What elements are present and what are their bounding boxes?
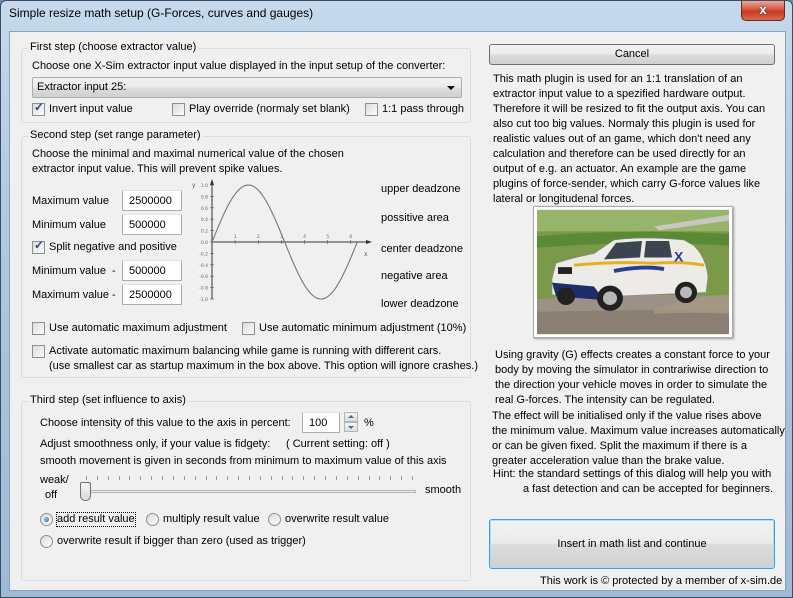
radio-icon (40, 513, 53, 526)
insert-continue-button[interactable]: Insert in math list and continue (489, 519, 775, 569)
neg-max-sign: - (112, 289, 116, 301)
dialog-client-area (9, 31, 786, 591)
radio-overwrite-trigger-label: overwrite result if bigger than zero (used as trigger) (57, 535, 306, 547)
y-axis-arrow-icon (210, 179, 214, 185)
slider-tick (271, 476, 272, 480)
y-tick-label: 0.6 (200, 206, 208, 212)
slider-tick (238, 476, 239, 480)
y-axis-label: y (192, 182, 196, 189)
effect-line: the minimum value. Maximum value increases automatically (492, 425, 785, 437)
range-instruction-line2: extractor input value. This will prevent spike values. (32, 163, 283, 175)
slider-tick (129, 476, 130, 480)
slider-tick (216, 476, 217, 480)
slider-right-label: smooth (425, 484, 462, 496)
slider-tick (282, 476, 283, 480)
y-tick-label: -0.6 (199, 275, 208, 281)
hint-line2: a fast detection and can be accepted for beginners. (523, 483, 774, 495)
extractor-select[interactable] (32, 77, 462, 98)
gravity-text (495, 348, 770, 408)
effect-line: or can be given fixed. Split the maximum if there is a (492, 440, 747, 452)
current-setting: ( Current setting: off ) (286, 438, 390, 450)
play-override-checkbox[interactable] (172, 103, 350, 116)
slider-tick (379, 476, 380, 480)
slider-tick (173, 476, 174, 480)
checkbox-icon (365, 103, 378, 116)
radio-add-result[interactable] (40, 513, 135, 526)
description-line: realistic values out of an game, which don't need any (493, 133, 751, 145)
plugin-description (493, 72, 765, 207)
y-tick-label: -0.8 (199, 286, 208, 292)
pass-through-label: 1:1 pass through (382, 103, 464, 115)
range-instruction-line1: Choose the minimal and maximal numerical value of the chosen (32, 148, 344, 160)
description-line: lateral or longitudenal forces. (493, 193, 635, 205)
spin-down-icon[interactable] (344, 422, 358, 432)
split-checkbox[interactable] (32, 241, 177, 254)
first-step-group (21, 41, 471, 123)
radio-multiply-result[interactable] (146, 513, 260, 526)
rally-car-photo (533, 206, 733, 338)
smooth-description: smooth movement is given in seconds from minimum to maximum value of this axis (40, 455, 447, 467)
slider-tick (336, 476, 337, 480)
slider-tick (347, 476, 348, 480)
y-tick-label: -1.0 (199, 298, 208, 303)
slider-tick (292, 476, 293, 480)
third-step-group (21, 394, 471, 581)
radio-icon (146, 513, 159, 526)
checkbox-icon (172, 103, 185, 116)
x-tick-label: 1 (233, 235, 237, 240)
slider-tick (369, 476, 370, 480)
y-tick-label: 0.0 (200, 241, 208, 246)
description-line: calculation and therefore can be used directly for an (493, 148, 746, 160)
gravity-line: body by moving the simulator in contrariwise direction to (495, 364, 769, 376)
neg-min-label: Minimum value (32, 265, 106, 277)
zone-lower: lower deadzone (381, 298, 459, 310)
x-tick-label: 5 (326, 235, 330, 240)
neg-max-label: Maximum value (32, 289, 110, 301)
balancing-label (49, 344, 478, 374)
radio-overwrite-trigger[interactable] (40, 535, 306, 548)
checkbox-icon (32, 241, 45, 254)
description-line: plugins of force-sender, which carry G-force values like (493, 178, 761, 190)
slider-tick (358, 476, 359, 480)
max-value-input[interactable] (122, 190, 182, 211)
balancing-label-line1: Activate automatic maximum balancing while game is running with different cars. (49, 345, 442, 357)
auto-max-label: Use automatic maximum adjustment (49, 322, 227, 334)
rally-car-image (534, 207, 732, 337)
min-value-label: Minimum value (32, 219, 106, 231)
y-tick-label: -0.2 (199, 252, 208, 258)
percent-sign: % (364, 417, 374, 429)
x-axis-arrow-icon (366, 240, 372, 244)
zone-center: center deadzone (381, 243, 463, 255)
sine-chart (190, 179, 376, 305)
first-step-title: First step (choose extractor value) (30, 41, 197, 53)
effect-line: The effect will be initialised only if the value rises above (492, 410, 762, 422)
third-step-title: Third step (set influence to axis) (30, 394, 186, 406)
checkbox-icon (242, 322, 255, 335)
slider-tick (206, 476, 207, 480)
extractor-instruction: Choose one X-Sim extractor input value displayed in the input setup of the converter: (32, 60, 446, 72)
intensity-label: Choose intensity of this value to the axis in percent: (40, 417, 291, 429)
gravity-line: Using gravity (G) effects creates a constant force to your (495, 349, 770, 361)
hint-line1: Hint: the standard settings of this dialog will help you with (493, 468, 772, 480)
slider-tick (412, 476, 413, 480)
extractor-select-value: Extractor input 25: (37, 81, 127, 93)
slider-tick (249, 476, 250, 480)
copyright-text: This work is © protected by a member of x-sim.de (540, 575, 783, 587)
second-step-title: Second step (set range parameter) (30, 129, 201, 141)
smoothness-slider-track[interactable] (82, 490, 416, 493)
second-step-group (21, 129, 478, 378)
x-axis-label: x (364, 251, 368, 258)
neg-min-sign: - (112, 265, 116, 277)
gravity-line: real G-forces. The intensity can be regulated. (495, 394, 715, 406)
slider-left-label-1: weak/ (40, 474, 69, 486)
split-label: Split negative and positive (49, 241, 177, 253)
description-line: output of e.g. an actuator. An example are the game (493, 163, 747, 175)
neg-min-input[interactable] (122, 260, 182, 281)
close-button[interactable]: x (741, 1, 785, 21)
play-override-label: Play override (normaly set blank) (189, 103, 350, 115)
max-value-label: Maximum value (32, 195, 110, 207)
zone-upper: upper deadzone (381, 183, 461, 195)
slider-tick (325, 476, 326, 480)
radio-icon (40, 535, 53, 548)
slider-tick (119, 476, 120, 480)
slider-tick (86, 476, 87, 480)
balancing-checkbox[interactable] (32, 344, 478, 374)
slider-tick (227, 476, 228, 480)
y-tick-label: 0.2 (200, 229, 208, 235)
checkbox-icon (32, 345, 45, 358)
x-tick-label: 6 (349, 235, 353, 240)
description-line: also cut too big values. Normaly this plugin is used for (493, 118, 756, 130)
intensity-input[interactable] (302, 412, 340, 433)
radio-overwrite-result[interactable] (268, 513, 389, 526)
cancel-button[interactable]: Cancel (489, 44, 775, 65)
radio-add-result-label: add result value (57, 513, 135, 525)
x-tick-label: 3 (279, 235, 283, 240)
effect-line: greater acceleration value than the brake value. (492, 455, 725, 467)
slider-tick (108, 476, 109, 480)
auto-max-checkbox[interactable] (32, 322, 227, 335)
smoothness-slider-thumb[interactable] (80, 482, 91, 501)
slider-tick (195, 476, 196, 480)
min-value-input[interactable] (122, 214, 182, 235)
pass-through-checkbox[interactable] (365, 103, 464, 116)
slider-left-label-2: off (45, 489, 58, 501)
y-tick-label: -0.4 (199, 263, 208, 269)
smooth-label: Adjust smoothness only, if your value is fidgety: (40, 438, 271, 450)
y-tick-label: 0.4 (200, 218, 208, 224)
description-line: extractor input value to a spezified hardware output. (493, 88, 746, 100)
balancing-label-line2: (use smallest car as startup maximum in the box above. This option will ignore crashes.) (49, 360, 478, 372)
window-title: Simple resize math setup (G-Forces, curves and gauges) (9, 6, 314, 20)
slider-tick (97, 476, 98, 480)
zone-positive: possitive area (381, 212, 449, 224)
neg-max-input[interactable] (122, 284, 182, 305)
checkbox-icon (32, 322, 45, 335)
slider-tick (162, 476, 163, 480)
checkbox-icon (32, 103, 45, 116)
dropdown-arrow-icon (447, 86, 455, 90)
radio-overwrite-result-label: overwrite result value (285, 513, 389, 525)
y-tick-label: 1.0 (200, 184, 208, 189)
auto-min-checkbox[interactable] (242, 322, 466, 335)
slider-tick (401, 476, 402, 480)
radio-icon (268, 513, 281, 526)
gravity-line: the direction your vehicle moves in order to simulate the (495, 379, 768, 391)
x-tick-label: 2 (256, 235, 260, 240)
slider-tick (184, 476, 185, 480)
description-line: Therefore it will be resized to fit the output axis. You can (493, 103, 766, 115)
slider-tick (314, 476, 315, 480)
slider-tick (260, 476, 261, 480)
invert-checkbox[interactable] (32, 103, 133, 116)
intensity-spinner[interactable] (344, 412, 358, 432)
x-tick-label: 4 (303, 235, 306, 240)
auto-min-label: Use automatic minimum adjustment (10%) (259, 322, 467, 334)
slider-tick (390, 476, 391, 480)
slider-tick (140, 476, 141, 480)
effect-text (492, 409, 785, 469)
description-line: This math plugin is used for an 1:1 translation of an (493, 73, 743, 85)
zone-negative: negative area (381, 270, 448, 282)
photo-logo-text: X (674, 249, 684, 265)
slider-tick (303, 476, 304, 480)
radio-multiply-result-label: multiply result value (163, 513, 260, 525)
spin-up-icon[interactable] (344, 412, 358, 422)
y-tick-label: 0.8 (200, 195, 208, 201)
slider-tick (151, 476, 152, 480)
invert-label: Invert input value (49, 103, 133, 115)
